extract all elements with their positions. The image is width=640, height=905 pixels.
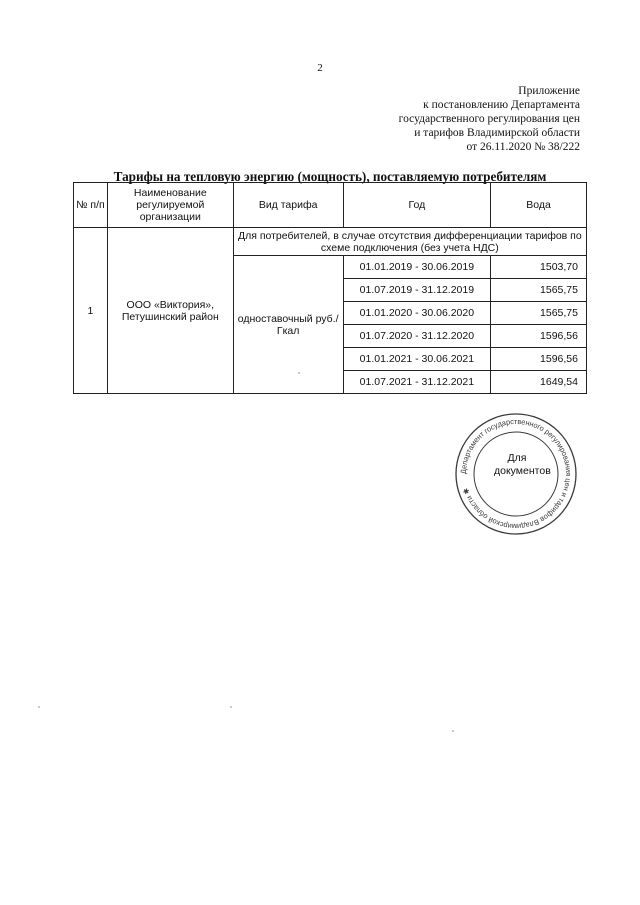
value-cell: 1596,56 — [491, 325, 587, 348]
header-tariff-type: Вид тарифа — [233, 183, 343, 228]
header-year: Год — [343, 183, 491, 228]
tariff-type: одноставочный руб./Гкал — [233, 256, 343, 394]
period-cell: 01.01.2019 - 30.06.2019 — [343, 256, 491, 279]
scan-speck — [452, 730, 454, 732]
tariff-table — [73, 182, 587, 394]
appendix-header — [360, 84, 580, 154]
document-title: Тарифы на тепловую энергию (мощность), поставляемую потребителям — [113, 169, 547, 184]
value-cell: 1503,70 — [491, 256, 587, 279]
period-cell: 01.07.2021 - 31.12.2021 — [343, 371, 491, 394]
appendix-line: государственного регулирования цен — [398, 113, 580, 125]
value-cell: 1565,75 — [491, 279, 587, 302]
header-organization: Наименование регулируемой организации — [107, 183, 233, 228]
row-number: 1 — [74, 228, 108, 394]
appendix-line: Приложение — [518, 85, 580, 97]
organization-name: ООО «Виктория», Петушинский район — [107, 228, 233, 394]
scan-speck — [230, 706, 232, 708]
value-cell: 1649,54 — [491, 371, 587, 394]
appendix-line: к постановлению Департамента — [423, 99, 580, 111]
header-water: Вода — [491, 183, 587, 228]
value-cell: 1596,56 — [491, 348, 587, 371]
page-number: 2 — [317, 62, 323, 74]
consumer-note: Для потребителей, в случае отсутствия дифференциации тарифов по схеме подключения (без учета НДС) — [233, 228, 586, 256]
stamp-ring-text: Департамент государственного регулирования цен и тарифов Владимирской области ✱ — [458, 416, 574, 532]
appendix-line: от 26.11.2020 № 38/222 — [466, 141, 580, 153]
period-cell: 01.01.2020 - 30.06.2020 — [343, 302, 491, 325]
period-cell: 01.07.2019 - 31.12.2019 — [343, 279, 491, 302]
appendix-line: и тарифов Владимирской области — [414, 127, 580, 139]
scan-speck — [38, 706, 40, 708]
period-cell: 01.01.2021 - 30.06.2021 — [343, 348, 491, 371]
scan-speck — [298, 372, 300, 374]
stamp-center-text: Для документов — [494, 452, 551, 477]
value-cell: 1565,75 — [491, 302, 587, 325]
header-num: № п/п — [74, 183, 108, 228]
period-cell: 01.07.2020 - 31.12.2020 — [343, 325, 491, 348]
